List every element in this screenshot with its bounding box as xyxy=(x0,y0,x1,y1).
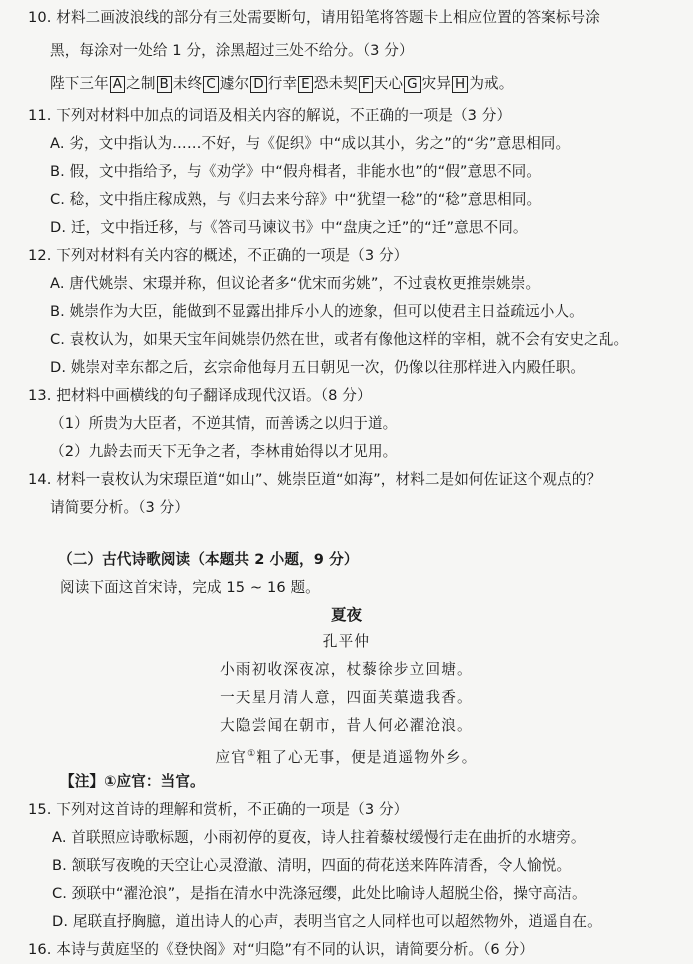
poem-title: 夏夜 xyxy=(330,605,362,624)
sentence-segment: 之制 xyxy=(126,75,156,92)
q14-stem-line2: 请简要分析。（3 分） xyxy=(50,499,190,516)
sentence-segment: 灾异 xyxy=(421,75,452,92)
sentence-segment: 行幸 xyxy=(267,75,298,92)
answer-box-e[interactable]: E xyxy=(298,76,313,93)
answer-box-f[interactable]: F xyxy=(359,76,373,93)
q13-stem: 13. 把材料中画横线的句子翻译成现代汉语。（8 分） xyxy=(28,387,372,404)
q15-option-c: C. 颈联中“濯沧浪”，是指在清水中洗涤冠缨，此处比喻诗人超脱尘俗，操守高洁。 xyxy=(52,885,587,902)
q11-option-c: C. 稔，文中指庄稼成熟，与《归去来兮辞》中“犹望一稔”的“稔”意思相同。 xyxy=(50,191,542,208)
sentence-segment: 天心 xyxy=(373,75,404,92)
q12-option-a: A. 唐代姚崇、宋璟并称，但议论者多“优宋而劣姚”，不过袁枚更推崇姚崇。 xyxy=(50,275,541,292)
sentence-segment: 遽尔 xyxy=(219,75,250,92)
q16-stem: 16. 本诗与黄庭坚的《登快阁》对“归隐”有不同的认识，请简要分析。（6 分） xyxy=(28,941,534,958)
section-intro: 阅读下面这首宋诗，完成 15 ~ 16 题。 xyxy=(60,579,320,596)
poem-author: 孔平仲 xyxy=(322,633,371,650)
sentence-segment: 为戒。 xyxy=(469,75,514,92)
poem-line-2: 一天星月清人意，四面芙蕖遗我香。 xyxy=(220,689,473,706)
poem-line-3: 大隐尝闻在朝市，昔人何必濯沧浪。 xyxy=(220,717,473,734)
answer-box-a[interactable]: A xyxy=(110,76,125,93)
answer-box-g[interactable]: G xyxy=(404,76,421,93)
q15-option-d: D. 尾联直抒胸臆，道出诗人的心声，表明当官之人同样也可以超然物外，逍遥自在。 xyxy=(52,913,602,930)
sentence-segment: 陛下三年 xyxy=(50,75,109,92)
sentence-segment: 恐未契 xyxy=(313,75,358,92)
section-heading: （二）古代诗歌阅读（本题共 2 小题，9 分） xyxy=(58,551,359,568)
q14-stem-line1: 14. 材料一袁枚认为宋璟臣道“如山”、姚崇臣道“如海”，材料二是如何佐证这个观点的？ xyxy=(28,471,602,488)
q12-option-d: D. 姚崇对幸东都之后，玄宗命他每月五日朝见一次，仍像以往那样进入内殿任职。 xyxy=(50,359,586,376)
poem-line-1: 小雨初收深夜凉，杖藜徐步立回塘。 xyxy=(220,661,473,678)
q15-stem: 15. 下列对这首诗的理解和赏析，不正确的一项是（3 分） xyxy=(28,801,409,818)
q15-option-b: B. 颔联写夜晚的天空让心灵澄澈、清明，四面的荷花送来阵阵清香，令人愉悦。 xyxy=(52,857,572,874)
answer-box-b[interactable]: B xyxy=(157,76,172,93)
q13-item-2: （2）九龄去而天下无争之者，李林甫始得以才见用。 xyxy=(50,443,398,460)
poem-line-4 xyxy=(0,744,693,768)
q11-option-b: B. 假，文中指给予，与《劝学》中“假舟楫者，非能水也”的“假”意思不同。 xyxy=(50,163,542,180)
q15-option-a: A. 首联照应诗歌标题，小雨初停的夏夜，诗人拄着藜杖缓慢行走在曲折的水塘旁。 xyxy=(52,829,586,846)
q10-stem-line2: 黑，每涂对一处给 1 分，涂黑超过三处不给分。（3 分） xyxy=(50,42,414,59)
q10-punctuation-sentence xyxy=(50,74,513,94)
q12-stem: 12. 下列对材料有关内容的概述，不正确的一项是（3 分） xyxy=(28,247,409,264)
sentence-segment: 未终 xyxy=(172,75,203,92)
answer-box-c[interactable]: C xyxy=(203,76,219,93)
q12-option-c: C. 袁枚认为，如果天宝年间姚崇仍然在世，或者有像他这样的宰相，就不会有安史之乱。 xyxy=(50,331,629,348)
answer-box-h[interactable]: H xyxy=(452,76,468,93)
q12-option-b: B. 姚崇作为大臣，能做到不显露出排斥小人的迹象，但可以使君主日益疏远小人。 xyxy=(50,303,584,320)
footnote-marker: ① xyxy=(247,749,257,759)
q13-item-1: （1）所贵为大臣者，不逆其情，而善诱之以归于道。 xyxy=(50,415,398,432)
q11-option-a: A. 劣，文中指认为……不好，与《促织》中“成以其小，劣之”的“劣”意思相同。 xyxy=(50,135,571,152)
q10-stem-line1: 10. 材料二画波浪线的部分有三处需要断句，请用铅笔将答题卡上相应位置的答案标号涂 xyxy=(28,9,600,26)
poem-line-4-start: 应官 xyxy=(215,748,248,766)
q11-option-d: D. 迁，文中指迁移，与《答司马谏议书》中“盘庚之迁”的“迁”意思不同。 xyxy=(50,219,528,236)
answer-box-d[interactable]: D xyxy=(250,76,267,93)
q11-stem: 11. 下列对材料中加点的词语及相关内容的解说，不正确的一项是（3 分） xyxy=(28,107,512,124)
poem-line-4-end: 粗了心无事，便是逍遥物外乡。 xyxy=(256,748,478,766)
poem-note: 【注】①应官：当官。 xyxy=(60,773,205,790)
